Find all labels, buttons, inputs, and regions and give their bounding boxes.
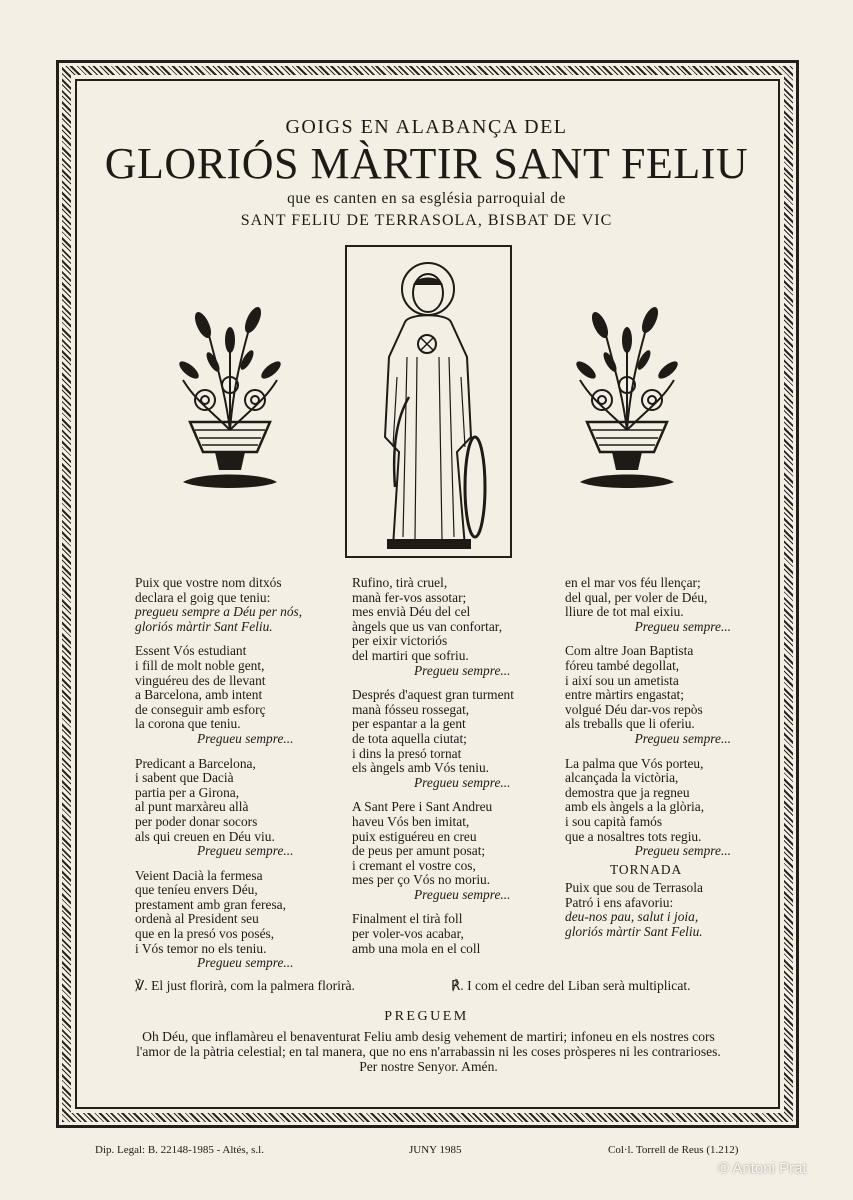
verse-line: que teníeu envers Déu, xyxy=(135,882,258,898)
footer-collection: Col·l. Torrell de Reus (1.212) xyxy=(608,1144,739,1156)
verse-line: fóreu també degollat, xyxy=(565,657,680,673)
verse-line: lliure de tot mal eixiu. xyxy=(565,604,684,620)
saint-feliu-illustration xyxy=(347,247,510,556)
verse-line: volgué Déu dar-vos repòs xyxy=(565,701,703,717)
verse-line: als treballs que li oferiu. xyxy=(565,716,695,732)
verse-line: i sou capità famós xyxy=(565,813,663,829)
verse-line: amb els àngels a la glòria, xyxy=(565,799,705,815)
subtitle: que es canten en sa església parroquial de xyxy=(287,190,566,207)
verse-line: de tota aquella ciutat; xyxy=(352,730,467,746)
verse-line: Finalment el tirà foll xyxy=(352,911,463,927)
prayer-text: Oh Déu, que inflamàreu el benaventurat Feliu amb desig vehement de martiri; infoneu en els nostres cors l'amor de la pàtria celestial; en tal manera, que no ens n'arrabassin ni les coses pròsperes ni les contrarioses. Per nostre Senyor. Amén. xyxy=(136,1029,721,1074)
flower-basket-right-illustration xyxy=(572,300,682,500)
verse-line: A Sant Pere i Sant Andreu xyxy=(352,799,493,815)
refrain-line: Pregueu sempre... xyxy=(634,618,731,634)
verse-line: demostra que ja regneu xyxy=(565,784,690,800)
verse-line: àngels que us van confortar, xyxy=(352,618,503,634)
verse-line: Essent Vós estudiant xyxy=(135,643,247,659)
refrain-line: Pregueu sempre... xyxy=(197,955,294,971)
title-main: GLORIÓS MÀRTIR SANT FELIU xyxy=(104,139,749,188)
footer-date: JUNY 1985 xyxy=(409,1144,462,1156)
verse-line: i dins la presó tornat xyxy=(352,745,462,761)
verse-line: a Barcelona, amb intent xyxy=(135,687,263,703)
verse-line: Veient Dacià la fermesa xyxy=(135,867,263,883)
refrain-line: Pregueu sempre... xyxy=(634,843,731,859)
verse-line: pregueu sempre a Déu per nós, xyxy=(135,604,303,620)
preguem-heading: PREGUEM xyxy=(384,1009,469,1024)
flower-basket-left-illustration xyxy=(175,300,285,500)
tornada-heading: TORNADA xyxy=(610,861,683,877)
verse-line: i així sou un ametista xyxy=(565,672,679,688)
response: ℟. I com el cedre del Liban serà multiplicat. xyxy=(451,978,691,993)
verse-line: entre màrtirs engastat; xyxy=(565,687,684,703)
verse-line: manà fer-vos assotar; xyxy=(352,589,467,605)
verse-line: al punt marxàreu allà xyxy=(135,799,249,815)
verse-line: manà fósseu rossegat, xyxy=(352,701,470,717)
verse-line: que en la presó vos posés, xyxy=(135,926,275,942)
verse-line: en el mar vos féu llençar; xyxy=(565,575,701,590)
refrain-line: Pregueu sempre... xyxy=(414,886,511,902)
verse-line: Puix que vostre nom ditxós xyxy=(135,575,282,590)
verses-column-1 xyxy=(135,576,355,971)
verse-line: per eixir victoriós xyxy=(352,633,448,649)
refrain-line: Pregueu sempre... xyxy=(197,730,294,746)
verse-line: gloriós màrtir Sant Feliu. xyxy=(135,618,273,634)
verse-line: partia per a Girona, xyxy=(135,784,240,800)
refrain-line: Pregueu sempre... xyxy=(414,774,511,790)
verse-line: vinguéreu des de llevant xyxy=(135,672,266,688)
verse-line: per voler-vos acabar, xyxy=(352,926,464,942)
verse-line: per espantar a la gent xyxy=(352,716,466,732)
verse-line: i sabent que Dacià xyxy=(135,770,234,786)
versicle: ℣. El just florirà, com la palmera florirà. xyxy=(135,978,355,993)
verse-line: puix estiguéreu en creu xyxy=(352,828,477,844)
verse-line: els àngels amb Vós teniu. xyxy=(352,760,489,776)
verse-line: mes per ço Vós no moriu. xyxy=(352,872,491,888)
verse-line: Puix que sou de Terrasola xyxy=(565,880,703,896)
watermark: © Antoni Prat xyxy=(718,1160,807,1177)
verse-line: haveu Vós ben imitat, xyxy=(352,813,470,829)
refrain-line: Pregueu sempre... xyxy=(197,843,294,859)
verses-column-2 xyxy=(352,576,572,956)
verse-line: del martiri que sofriu. xyxy=(352,647,469,663)
verse-line: per poder donar socors xyxy=(135,813,258,829)
verse-line: Predicant a Barcelona, xyxy=(135,755,256,771)
verses-column-3 xyxy=(565,576,745,940)
verse-line: del qual, per voler de Déu, xyxy=(565,589,708,605)
verse-line: de peus per amunt posat; xyxy=(352,843,486,859)
verse-line: als qui creuen en Déu viu. xyxy=(135,828,275,844)
verse-line: gloriós màrtir Sant Feliu. xyxy=(565,924,703,940)
verse-line: ordenà al President seu xyxy=(135,911,259,927)
verse-line: mes envià Déu del cel xyxy=(352,604,471,620)
verse-line: declara el goig que teniu: xyxy=(135,589,271,605)
verse-line: que a nosaltres tots regiu. xyxy=(565,828,702,844)
footer-legal-deposit: Dip. Legal: B. 22148-1985 - Altés, s.l. xyxy=(95,1144,264,1156)
verse-line: i Vós temor no els teniu. xyxy=(135,940,267,956)
verse-line: alcançada la victòria, xyxy=(565,770,679,786)
verse-line: deu-nos pau, salut i joia, xyxy=(565,909,699,925)
refrain-line: Pregueu sempre... xyxy=(414,662,511,678)
verse-line: Patró i ens afavoriu: xyxy=(565,894,674,910)
verse-line: La palma que Vós porteu, xyxy=(565,755,704,771)
verse-line: la corona que teniu. xyxy=(135,716,241,732)
saint-feliu-illustration-frame xyxy=(345,245,512,558)
verse-line: Després d'aquest gran turment xyxy=(352,687,514,703)
subtitle-place: SANT FELIU DE TERRASOLA, BISBAT DE VIC xyxy=(240,212,613,229)
verse-line: Rufino, tirà cruel, xyxy=(352,575,448,590)
verse-line: Com altre Joan Baptista xyxy=(565,643,694,659)
title-line-1: GOIGS EN ALABANÇA DEL xyxy=(285,116,568,138)
verse-line: amb una mola en el coll xyxy=(352,940,481,956)
verse-line: i fill de molt noble gent, xyxy=(135,657,265,673)
verse-line: de conseguir amb esforç xyxy=(135,701,266,717)
verse-line: prestament amb gran feresa, xyxy=(135,896,286,912)
verse-line: i cremant el vostre cos, xyxy=(352,857,476,873)
refrain-line: Pregueu sempre... xyxy=(634,730,731,746)
